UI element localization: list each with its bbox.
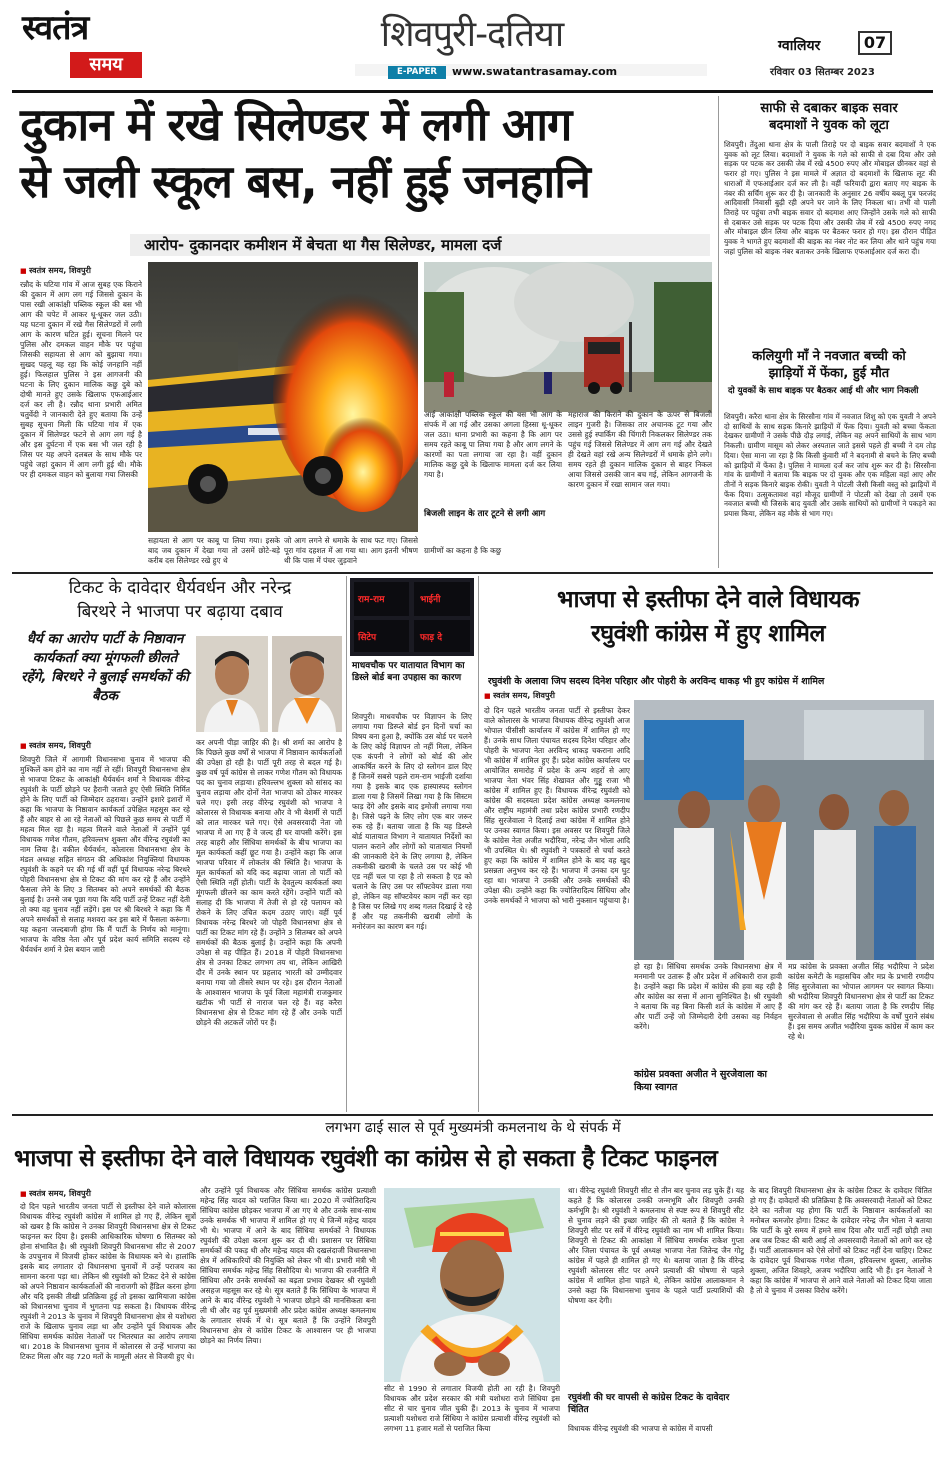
lead-photo-caption-a: सहायता से आग पर काबू पा लिया गया। इसके बाद जब दुकान में देखा गया तो उसमें छोटे-बड़े करीब दस सिलेण्डर रखे हुए थे [148,536,280,565]
join-headline [482,582,934,650]
lead-headline-line-2: से जली स्कूल बस, नहीं हुई जनहानि [20,155,590,208]
epaper-badge: E-PAPER [388,66,446,79]
loot-body: शिवपुरी। तेंदुआ थाना क्षेत्र के पाली तिराहे पर दो बाइक सवार बदमाशों ने एक युवक को लूट लिया। बदमाशों ने युवक के गले को साफी से दबा दिया और उसे सड़क पर पटक कर उसकी जेब में रखे 4500 रुपए और मोबाइल छीनकर वहां से फरार हो गए। पुलिस ने इस मामले में अज्ञात दो बदमाशों के खिलाफ लूट की धाराओं में एफआईआर दर्ज कर ली है। वहीं फरियादी द्वारा बताए गए बाइक के नंबर की सर्चिंग शुरू कर दी है। जानकारी के अनुसार 26 वर्षीय बबलू पुत्र फरजंद आदिवासी निवासी बुढ़ी रही अपने घर जाने के लिए निकला था। तभी वो पाली तिराहे पर पहुंचा तभी बाइक सवार दो बदमाश आए जिन्होंने उसके गले को साफी से दबाकर उसे सड़क पर पटक दिया और उसकी जेब में रखे 4500 रुपए नगद और मोबाइल छीन लिया और बाइक पर बैठकर फरार हो गए। इस दौरान पीड़ित युवक ने भागते हुए बदमाशों की बाइक का नंबर नोट कर लिया और थाने पहुंच गया जहां पुलिस को बाइक नंबर बताकर उनके खिलाफ एफआईआर दर्ज करा दी। [724,140,936,256]
lead-right-divider [718,96,719,568]
ticket-headline [20,576,340,624]
bottom-col-2: और उन्होंने पूर्व विधायक और सिंधिया समर्थक कांग्रेस प्रत्याशी महेन्द्र सिंह यादव को पराजित किया था। 2020 में ज्योतिरादित्य सिंधिया कांग्रेस छोड़कर भाजपा में आ गए थे और उनके साथ-साथ उनके समर्थक भी भाजपा में शामिल हो गए थे जिन्में महेन्द्र यादव भी थे। भाजपा में आने के बाद सिंधिया समर्थकों ने विधायक रघुवंशी की उपेक्षा करना शुरू कर दी थी। प्रशासन पर सिंधिया समर्थकों की पकड़ थी और महेन्द्र यादव की दखलंदाजी विधानसभा क्षेत्र में अधिकारियों की नियुक्ति को लेकर भी थी। प्रभारी मंत्री भी सिंधिया समर्थक महेन्द्र सिंह सिसौदिया थे। भाजपा की राजनीति में सिंधिया और उनके समर्थकों का बढ़ता प्रभाव देखकर श्री रघुवंशी असहज महसूस कर रहे थे। सूत्र बताते हैं कि सिंधिया के भाजपा में आने के बाद वीरेन्द्र रघुवंशी ने भाजपा छोड़ने की मानसिकता बना ली थी और वह पूर्व मुख्यमंत्री और प्रदेश कांग्रेस अध्यक्ष कमलनाथ के लगातार संपर्क में थे। सूत्र बताते हैं कि उन्होंने शिवपुरी विधानसभा क्षेत्र से कांग्रेस टिकट के आश्वासन पर ही भाजपा छोड़ने का निर्णय लिया। [200,1186,376,1345]
infant-headline [724,348,934,382]
display-board-photo [350,578,474,656]
lead-body-col-3: आई आकांक्षी पब्लिक स्कूल की बस भी आग के संपर्क में आ गई और उसका अगला हिस्सा धू-धूकर जल उठा। थाना प्रभारी का कहना है कि आग पर समय रहते काबू पा लिया गया है और आग लगने के कारणों का पता लगाया जा रहा है। वहीं दुकान मालिक कछु दुबे के खिलाफ मामला दर्ज कर लिया गया है। [424,410,562,479]
logo-bottom: समय [70,52,142,78]
masthead-divider [12,90,933,93]
lead-photo-caption-b: जो आग लगने से धमाके के साथ फट गए। जिससे पूरा गांव दहशत में आ गया था। आग इतनी भीषण थी कि पास में पंचर जुड़वाने [284,536,418,565]
bottom-col-5: के बाद शिवपुरी विधानसभा क्षेत्र के कांग्रेस टिकट के दावेदार चिंतित हो गए हैं। दावेदारों की प्रतिक्रिया है कि अवसरवादी नेताओं को टिकट देने का नतीजा यह होगा कि पार्टी के निष्ठावान कार्यकर्ताओं का मनोबल कमजोर होगा। टिकट के दावेदार नरेन्द्र जैन भोला ने बताया कि पार्टी के बुरे समय में हमने साथ दिया और पार्टी नहीं छोड़ी तथा अब जब टिकट की बारी आई तो अवसरवादी नेताओं को आगे कर रहे हैं। पार्टी आलाकमान को ऐसे लोगों को टिकट नहीं देना चाहिए। टिकट के दावेदार पूर्व विधायक गणेश गौतम, हरिवल्लभ शुक्ला, आलोक शुक्ला, अजित शिवहरे, अजय भदौरिया आदि भी हैं। इन नेताओं ने कहा कि कांग्रेस में भाजपा से आने वाले नेताओं को टिकट दिया जाता है तो वे चुनाव में उसका विरोध करेंगे। [750,1186,932,1295]
infant-headline-line-2: झाड़ियों में फेंका, हुई मौत [768,366,890,381]
bottom-col-4: था। वीरेन्द्र रघुवंशी शिवपुरी सीट से तीन बार चुनाव लड़ चुके हैं। यह कहते हैं कि कोलारस उनकी जन्मभूमि और शिवपुरी उनकी कर्मभूमि है। श्री रघुवंशी ने कमलनाथ से स्पष्ट रूप से शिवपुरी सीट से चुनाव लड़ने की इच्छा जाहिर की तो बताते हैं कि कांग्रेस ने शिवपुरी सीट पर सर्वे में वीरेन्द्र रघुवंशी का नाम भी शामिल किया। शिवपुरी से टिकट की आकांक्षा में सिंधिया समर्थक राकेश गुप्ता और जिला पंचायत के पूर्व अध्यक्ष भाजपा नेता जितेन्द्र जैन गोटू कांग्रेस में पहले ही शामिल हो गए थे। बताया जाता है कि वीरेन्द्र रघुवंशी कोलारस सीट पर अपने प्रत्याशी की घोषणा से पहले कांग्रेस में शामिल होना चाहते थे, लेकिन कांग्रेस आलाकमान ने उनसे कहा कि विधानसभा चुनाव के पहले पार्टी प्रत्याशियों की घोषणा कर देगी। [568,1186,744,1305]
board-text-2: भाईनी [420,595,441,605]
leader-portrait-1 [196,636,268,732]
ticket-headline-line-2: बिरथरे ने भाजपा पर बढ़ाया दबाव [77,602,283,622]
ticket-headline-line-1: टिकट के दावेदार धैर्यवर्धन और नरेन्द्र [68,578,292,598]
mid-divider-2 [478,576,479,1112]
site-url[interactable]: www.swatantrasamay.com [452,65,618,78]
lead-byline: ■ स्वतंत्र समय, शिवपुरी [20,265,91,276]
join-body-col-3: मप्र कांग्रेस के प्रवक्ता अजीत सिंह भदौरिया ने प्रदेश कांग्रेस कमेटी के महासचिव और मप्र के प्रभारी रणदीप सिंह सुरजेवाला का भोपाल आगमन पर स्वागत किया। श्री भदौरिया शिवपुरी विधानसभा क्षेत्र से पार्टी का टिकट की मांग कर रहे हैं। बताया जाता है कि रणदीप सिंह सुरजेवाला से अजीत सिंह भदौरिया के वर्षों पुराने संबंध हैं। इस समय अजीत भदौरिया युवक कांग्रेस में काम कर रहे थे। [788,962,934,1041]
infant-headline-line-1: कलियुगी माँ ने नवजात बच्ची को [752,349,906,364]
raghuvanshi-photo [384,1188,560,1382]
ticket-body-col-2: कर अपनी पीड़ा जाहिर की है। श्री शर्मा का आरोप है कि पिछले कुछ वर्षों से भाजपा में निष्ठावान कार्यकर्ताओं की उपेक्षा हो रही है। पार्टी पूरी तरह से बदल गई है। कुछ वर्ष पूर्व कांग्रेस से लाकर गणेश गौतम को विधायक पद का चुनाव लड़ाया। हरिवल्लभ शुक्ला को सांसद का चुनाव लड़ाया और दोनों नेता भाजपा को ठोकर मारकर चले गए। इसी तरह वीरेन्द्र रघुवंशी को भाजपा ने कोलारस से विधायक बनाया और वे भी बेशर्मी से पार्टी को लात मारकर चले गए। ऐसे अवसरवादी नेता जो भाजपा में आ गए हैं वे जल्द ही घर वापसी करेंगे। इस तरह बाहरी और सिंधिया समर्थकों के बीच भाजपा का मूल कार्यकर्ता कहीं छूट गया है। उन्होंने कहा कि आज भाजपा परिवार में लोकतंत्र की स्थिति है। भाजपा के मूल कार्यकर्ता को यदि कद बढ़ाया जाता तो पार्टी को ऐसी स्थिति नहीं होती। पार्टी के देवतुल्य कार्यकर्ता क्या मूंगफली छीलने का काम करते रहेंगे। उन्होंने पार्टी को सलाह दी कि भाजपा में तेजी से हो रहे पलायन को रोकने के लिए उचित कदम उठाए जाएं। वहीं पूर्व विधायक नरेन्द्र बिरथरे जो पोहरी विधानसभा क्षेत्र से पार्टी का टिकट मांग रहे हैं। उन्होंने 3 सितम्बर को अपने समर्थकों की बैठक बुलाई है। उन्होंने कहा कि अपनी उपेक्षा से वह पीड़ित हैं। 2018 में पोहरी विधानसभा क्षेत्र से उनका टिकट लगभग तय था, लेकिन आखिरी दौर में उनके स्थान पर प्रहलाद भारती को उम्मीदवार बनाया गया जो तीसरे स्थान पर रहे। इस दौरान नेताओं के आश्वासन भाजपा के पूर्व जिला महामंत्री राजकुमार खटीक भी पार्टी से नाराज चल रहे हैं। वह करैरा विधानसभा क्षेत्र से टिकट मांग रहे हैं और उनके पार्टी छोड़ने की अटकलें जोरों पर हैं। [196,738,342,1027]
leader-photo-1 [196,636,268,732]
bottom-kicker: लगभग ढाई साल से पूर्व मुख्यमंत्री कमलनाथ के थे संपर्क में [325,1120,621,1136]
join-body-col-1: दो दिन पहले भारतीय जनता पार्टी से इस्तीफा देकर वाले कोलारस के भाजपा विधायक वीरेन्द्र रघुवंशी आज भोपाल पीसीसी कार्यालय में कांग्रेस में शामिल हो गए हैं। उनके साथ जिला पंचायत सदस्य दिनेश परिहार और पोहरी के भाजपा नेता अरविन्द धाकड़ चकराना आदि भी कांग्रेस में शामिल हुए हैं। प्रदेश कांग्रेस कार्यालय पर आयोजित समारोह में प्रदेश के अन्य शहरों से आए भाजपा नेता भंवर सिंह शेखावत और गुड्डू राजा भी कांग्रेस में शामिल हुए हैं। विधायक वीरेन्द्र रघुवंशी को कांग्रेस की सदस्यता प्रदेश कांग्रेस अध्यक्ष कमलनाथ और राष्ट्रीय महामंत्री तथा प्रदेश कांग्रेस प्रभारी रणदीप सिंह सुरजेवाला ने दिलाई तथा कांग्रेस में शामिल होने पर उनका स्वागत किया। इस अवसर पर शिवपुरी जिले के कांग्रेस नेता अजीत भदौरिया, नरेन्द्र जैन भोला आदि भी उपस्थित थे। श्री रघुवंशी ने पत्रकारों से चर्चा करते हुए कहा कि कांग्रेस में शामिल होने के बाद वह खुद प्रसन्नता अनुभव कर रहे हैं। भाजपा में उनका दम घुट रहा था। भाजपा ने उनकी और उनके समर्थकों की उपेक्षा की। उन्होंने कहा कि ज्योतिरादित्य सिंधिया और उनके समर्थकों ने भाजपा को भारी नुकसान पहुंचाया है। [484,706,630,905]
ticket-kicker: धैर्य का आरोप पार्टी के निष्ठावान कार्यकर्ता क्या मूंगफली छीलते रहेंगे, बिरथरे ने बुलाई समर्थकों की बैठक [21,631,189,704]
board-headline: माधवचौक पर यातायात विभाग का डिस्ले बोर्ड बना उपहास का कारण [352,661,465,683]
smoke-scene-photo [424,262,712,412]
leader-portrait-2 [272,636,342,732]
bottom-col-4-end: विधायक वीरेन्द्र रघुवंशी की भाजपा से कांग्रेस में वापसी [568,1424,713,1433]
city-label: ग्वालियर [778,38,821,54]
lead-headline [20,96,710,210]
bottom-col-1: दो दिन पहले भारतीय जनता पार्टी से इस्तीफा देने वाले कोलारस विधायक वीरेन्द्र रघुवंशी कांग्रेस में शामिल हो गए हैं, लेकिन सूत्रों को खबर है कि कांग्रेस ने उनका शिवपुरी विधानसभा क्षेत्र से टिकट फाइनल कर दिया है। इसकी आधिकारिक घोषणा 6 सितम्बर को होना संभावित है। श्री रघुवंशी शिवपुरी विधानसभा सीट से 2007 के उपचुनाव में विजयी होकर कांग्रेस के विधायक बने थे। हालांकि इसके बाद लगातार दो विधानसभा चुनावों में उन्हें पराजय का सामना करना पड़ा था। लेकिन श्री रघुवंशी को टिकट देने से कांग्रेस को अपने निष्ठावान कार्यकर्ताओं की नाराजगी को हैंडिल करना होगा और यदि इसकी तीखी प्रतिक्रिया हुई तो इसका खामियाजा कांग्रेस को विधानसभा चुनाव में भुगतना पड़ सकता है। विधायक वीरेन्द्र रघुवंशी ने 2013 के चुनाव में शिवपुरी विधानसभा क्षेत्र से यशोधरा राजे के खिलाफ चुनाव लड़ा था और उन्होंने पूर्व विधायक और सिंधिया समर्थक कांग्रेस नेताओं पर भितरघात का आरोप लगाया था। 2018 के विधानसभा चुनाव में कोलारस से उन्हें भाजपा का टिकट मिला और वह 720 मतों के मामूली अंतर से विजयी हुए थे। [20,1202,196,1361]
smoke-scene-illustration [424,262,712,412]
join-subhead: रघुवंशी के अलावा जिप सदस्य दिनेश परिहार और पोहरी के अरविन्द धाकड़ भी हुए कांग्रेस में शामिल [488,676,825,687]
issue-date: रविवार 03 सितम्बर 2023 [770,67,875,78]
section-title: शिवपुरी-दतिया [380,14,564,55]
bottom-byline: ■ स्वतंत्र समय, शिवपुरी [20,1188,91,1199]
lead-body-col-4: महाराज की किराने की दुकान के ऊपर से बिजली लाइन गुजरी है। जिसका तार अचानक टूट गया और उससे हुई स्पार्किंग की चिंगारी निकलकर सिलेण्डर तक पहुंच गई जिससे सिलेण्डर में आग लग गई और देखते ही देखते वहां रखे अन्य सिलेण्डरों में धमाके होने लगे। समय रहते ही दुकान मालिक दुकान से बाहर निकल आया जिससे उसकी जान बच गई, लेकिन आगजनी के कारण दुकान में रखा सामान जल गया। [568,410,712,489]
join-headline-line-1: भाजपा से इस्तीफा देने वाले विधायक [556,585,860,613]
display-board-illustration [350,578,474,656]
bottom-col-3: सीट से 1990 से लगातार विजयी होती आ रही है। शिवपुरी विधायक और प्रदेश सरकार की मंत्री यशोधरा राजे सिंधिया इस सीट से चार चुनाव जीत चुकी हैं। 2013 के चुनाव में भाजपा प्रत्याशी यशोधरा राजे सिंधिया ने कांग्रेस प्रत्याशी वीरेन्द्र रघुवंशी को लगभग 11 हजार मतों से पराजित किया [384,1384,560,1433]
ticket-body-col-1: शिवपुरी जिले में आगामी विधानसभा चुनाव में भाजपा की मुश्किलें कम होने का नाम नहीं ले रहीं। शिवपुरी विधानसभा क्षेत्र से भाजपा टिकट के आकांक्षी धैर्यवर्धन शर्मा ने विधायक वीरेन्द्र रघुवंशी के पार्टी छोड़ने पर हैरानी जताते हुए ऐसी स्थिति निर्मित होने के लिए पार्टी को जिम्मेदार ठहराया। उन्होंने इशारे इशारों में कहा कि भाजपा के निष्ठावान कार्यकर्ता उपेक्षित महसूस कर रहे हैं और बाहर से आ रहे नेताओं को पिछले कुछ समय से पार्टी में महत्व मिल रहा है। महत्व मिलने वाले नेताओं में उन्होंने पूर्व विधायक गणेश गौतम, हरिवल्लभ शुक्ला और वीरेन्द्र रघुवंशी का नाम लिया है। वकील धैर्यवर्धन, कोलारस विधानसभा क्षेत्र के मंडल अध्यक्ष सहित संगठन की अधिकांश नियुक्तियां विधायक रघुवंशी के कहने पर की गई थीं वहीं पूर्व विधायक नरेन्द्र बिरथरे पोहरी विधानसभा क्षेत्र से टिकट की मांग कर रहे हैं और उन्होंने फैसला लेने के लिए 3 सितम्बर को अपने समर्थकों की बैठक बुलाई है। उनसे जब पूछा गया कि यदि पार्टी उन्हें टिकट नहीं देती तो क्या वह चुनाव नहीं लड़ेंगे। इस पर श्री बिरथरे ने कहा कि मैं अपने समर्थकों से सलाह मशवरा कर इस बारे में फैसला करूंगा। यह कहना जल्दबाजी होगा कि मैं पार्टी के निर्णय को मानूंगा। भाजपा के वरिष्ठ नेता और पूर्व प्रदेश कार्य समिति सदस्य रहे धैर्यवर्धन शर्मा ने प्रेस बयान जारी [20,755,190,954]
section-divider-2 [12,1114,933,1116]
page-number: 07 [858,31,892,55]
board-body: शिवपुरी। माधवचौक पर विज्ञापन के लिए लगाया गया डिस्प्ले बोर्ड इन दिनों चर्चा का विषय बना हुआ है, क्योंकि उस बोर्ड पर चलने के लिए कोई विज्ञापन तो नहीं मिला, लेकिन एक कंपनी ने लोगों को बोर्ड की ओर आकर्षित करने के लिए दो स्लोगन डाल दिए हैं जिनमें सबसे पहले राम-राम भाईजी दर्शाया गया है इसके बाद एक हास्यास्पद स्लोगन डाला गया है जिसमें लिखा गया है कि सिस्टम फाड़ देंगे और इसके बाद इमोजी लगाया गया है। जिसे पढ़ने के लिए लोग एक बार जरूर रुक रहे हैं। बताया जाता है कि यह डिस्प्ले बोर्ड यातायात विभाग ने यातायात निर्देशों का पालन कराने और लोगों को यातायात नियमों की जानकारी देने के लिए लगाया है, लेकिन तकनीकी खराबी के चलते उस पर कोई भी एड नहीं चल पा रहा है तो सकता है एड को चलाने के लिए उस पर सॉफ्टवेयर डाला गया हो, लेकिन वह सॉफ्टवेयर काम नहीं कर रहा है जिस पर लिखे गए शब्द गलत दिखाई दे रहे हैं और यह तकनीकी खराबी लोगों के मनोरंजन का कारण बन गई। [352,712,472,931]
infant-subhead: दो युवकों के साथ बाइक पर बैठकर आई थी और भाग निकली [728,386,919,396]
board-text-3: सिटेप [358,633,377,643]
logo-top: स्वतंत्र [22,8,89,48]
bottom-headline: भाजपा से इस्तीफा देने वाले विधायक रघुवंशी का कांग्रेस से हो सकता है टिकट फाइनल [14,1145,718,1172]
board-text-1: राम-राम [358,595,385,605]
infant-body: शिवपुरी। करैरा थाना क्षेत्र के सिरसौना गांव में नवजात शिशु को एक युवती ने अपने दो साथियों के साथ सड़क किनारे झाड़ियों में फेंक दिया। युवती को बच्चा फेंकता देखकर ग्रामीणों ने उसके पीछे दौड़ लगाई, लेकिन वह अपने साथियों के साथ भाग निकली। ग्रामीण मासूम को लेकर अस्पताल जाते इससे पहले ही बच्ची ने दम तोड़ दिया। ऐसा माना जा रहा है कि किसी कुंवारी माँ ने बदनामी से बचने के लिए बच्ची को झाड़ियों में फेंका है। पुलिस ने मामला दर्ज कर जांच शुरू कर दी है। सिरसौना गांव के ग्रामीणों ने बताया कि बाइक पर दो युवक और एक महिला वहां आए और तीनों ने सड़क किनारे बाइक रोकी। युवती ने पोटली जैसी किसी वस्तु को झाड़ियों में फेंक दिया। उत्सुकतावश वहां मौजूद ग्रामीणों ने पोटली को देखा तो उसमें एक नवजात बच्ची थी जिसके बाद युवती और उसके साथियों को ग्रामीणों ने पकड़ने का प्रयास किया, लेकिन वह मौके से भाग गए। [724,412,936,519]
congress-event-illustration [634,700,934,960]
join-body-col-2: हो रहा है। सिंधिया समर्थक उनके विधानसभा क्षेत्र में मनमानी पर उतारू हैं और प्रदेश में अधिकारी राज हावी है। उन्होंने कहा कि प्रदेश में कांग्रेस की हवा बह रही है और कांग्रेस का सत्ता में आना सुनिश्चित है। श्री रघुवंशी ने बताया कि वह बिना किसी शर्त के कांग्रेस में आए हैं और पार्टी उन्हें जो जिम्मेदारी देगी उसका वह निर्वहन करेंगे। [634,962,782,1031]
burning-bus-photo [148,262,418,532]
lead-photo-caption: बिजली लाइन के तार टूटने से लगी आग [424,509,546,519]
join-photo-caption: कांग्रेस प्रवक्ता अजीत ने सुरजेवाला का किया स्वागत [634,1069,767,1093]
lead-headline-line-1: दुकान में रखे सिलेण्डर में लगी आग [20,98,572,151]
board-text-4: फाड़ दे [420,633,442,643]
lead-body-col-1: रन्नौद के घटिया गांव में आज सुबह एक किराने की दुकान में आग लग गई जिससे दुकान के पास रखी आकांक्षी पब्लिक स्कूल की बस भी आग की चपेट में आकर धू-धूकर जल उठी। यह घटना दुकान में रखे गैस सिलेण्डरों में लगी आग के कारण घटित हुई। सूचना मिलने पर पुलिस और दमकल वाहन मौके पर पहुंचा जिसकी सहायता से आग को बुझाया गया। सुखद पहलू यह रहा कि कोई जनहानि नहीं हुई। फिलहाल पुलिस ने इस आगजनी की घटना के लिए दुकान मालिक कछु दुबे को दोषी मानते हुए उसके खिलाफ एफआईआर दर्ज कर ली है। रन्नौद थाना प्रभारी अमित चतुर्वेदी ने जानकारी देते हुए बताया कि उन्हें सुबह सूचना मिली कि घटिया गांव में एक दुकान में सिलेण्डर फटने से आग लग गई है और इस दुर्घटना में एक बस भी जल रही है जिस पर यह अपने दलबल के साथ मौके पर पहुंचे जहां दुकान में आग लगी हुई थी। मौके पर ही दमकल वाहन को बुलाया गया जिसकी [20,280,142,479]
mid-divider-1 [346,576,347,1112]
logo [22,8,172,86]
ticket-byline: ■ स्वतंत्र समय, शिवपुरी [20,740,91,751]
burning-bus-illustration [148,262,418,532]
join-byline: ■ स्वतंत्र समय, शिवपुरी [484,690,555,701]
masthead [0,0,945,92]
congress-event-photo [634,700,934,960]
loot-headline-line-1: साफी से दबाकर बाइक सवार [760,101,898,116]
join-headline-line-2: रघुवंशी कांग्रेस में हुए शामिल [591,619,825,647]
raghuvanshi-portrait [384,1188,560,1382]
loot-headline [724,100,934,134]
lead-body-col-3-bottom: ग्रामीणों का कहना है कि कछु [424,546,501,555]
leader-photo-2 [272,636,342,732]
section-divider-1 [12,572,933,574]
lead-subhead: आरोप- दुकानदार कमीशन में बेचता था गैस सिलेण्डर, मामला दर्ज [130,234,710,256]
loot-headline-line-2: बदमाशों ने युवक को लूटा [769,118,889,133]
bottom-col-4-subhead: रघुवंशी की घर वापसी से कांग्रेस टिकट के दावेदार चिंतित [568,1393,730,1415]
